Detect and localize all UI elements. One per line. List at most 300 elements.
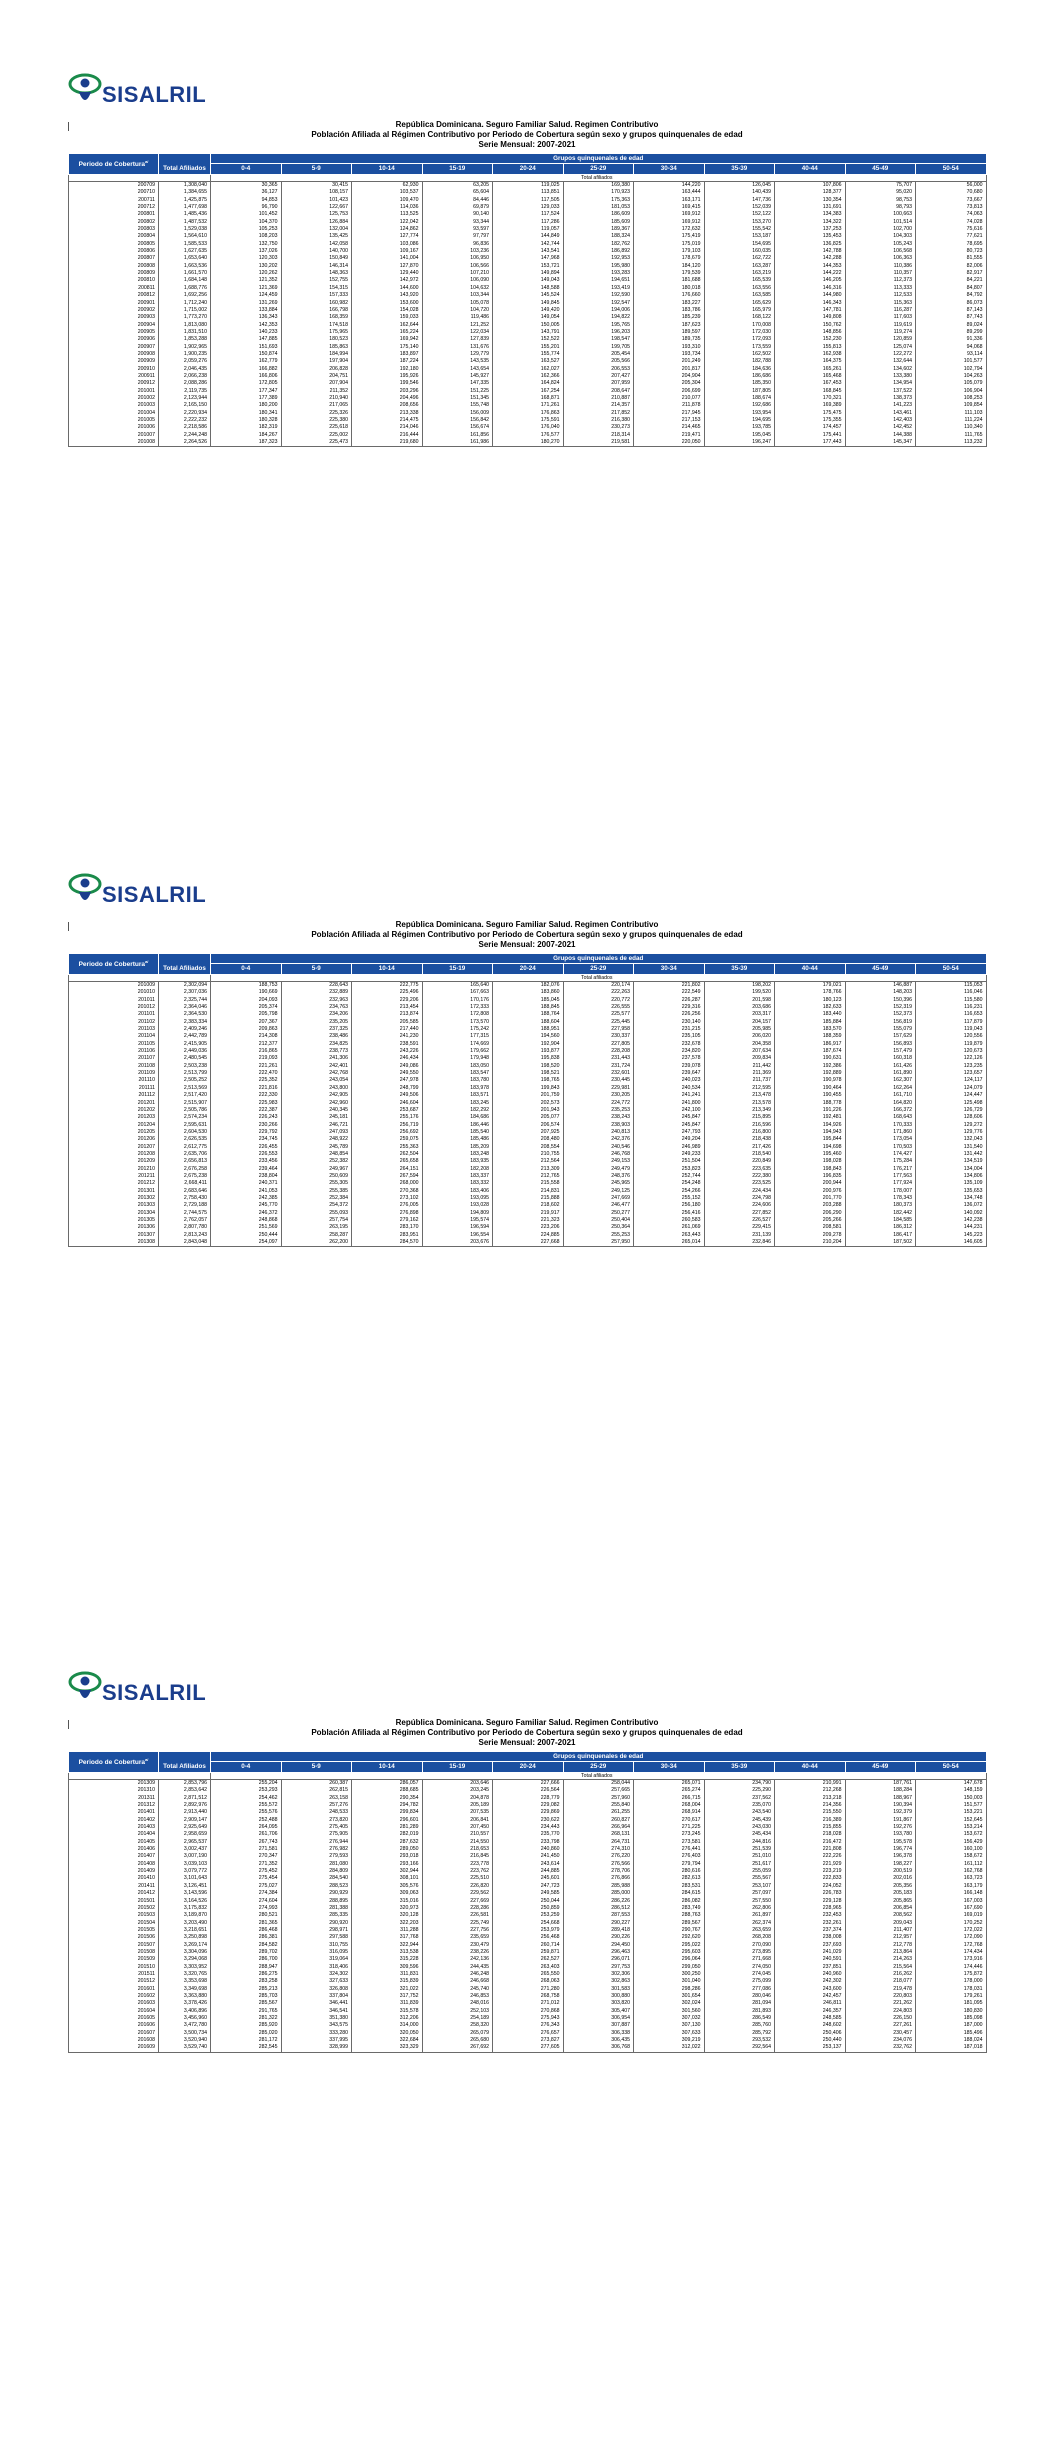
- value-cell: 242,960: [281, 1100, 352, 1107]
- value-cell: 222,470: [211, 1070, 282, 1077]
- value-cell: 263,443: [634, 1232, 705, 1239]
- period-cell: 201409: [69, 1868, 159, 1875]
- age-column-header: 30-34: [634, 1762, 705, 1773]
- value-cell: 245,181: [281, 1114, 352, 1121]
- table-row: [69, 270, 987, 277]
- value-cell: 214,046: [352, 424, 423, 431]
- value-cell: 180,328: [211, 417, 282, 424]
- value-cell: 206,553: [563, 366, 634, 373]
- value-cell: 200,976: [775, 1188, 846, 1195]
- value-cell: 274,384: [211, 1890, 282, 1897]
- value-cell: 137,026: [211, 248, 282, 255]
- value-cell: 219,917: [493, 1210, 564, 1217]
- total-cell: 2,965,537: [159, 1839, 211, 1846]
- value-cell: 261,069: [634, 1224, 705, 1231]
- value-cell: 144,220: [634, 182, 705, 190]
- total-cell: 1,585,533: [159, 241, 211, 248]
- total-cell: 3,529,740: [159, 2044, 211, 2052]
- value-cell: 222,387: [211, 1107, 282, 1114]
- value-cell: 289,050: [352, 1846, 423, 1853]
- value-cell: 185,486: [422, 1136, 493, 1143]
- value-cell: 183,786: [634, 307, 705, 314]
- value-cell: 218,602: [493, 1202, 564, 1209]
- value-cell: 202,016: [845, 1875, 916, 1882]
- value-cell: 303,820: [563, 2000, 634, 2007]
- sisalril-logo: [68, 70, 228, 114]
- value-cell: 244,435: [422, 1964, 493, 1971]
- value-cell: 282,019: [352, 1831, 423, 1838]
- value-cell: 216,444: [352, 432, 423, 439]
- value-cell: 246,477: [563, 1202, 634, 1209]
- value-cell: 183,332: [422, 1180, 493, 1187]
- value-cell: 219,680: [352, 439, 423, 447]
- table-row: [69, 373, 987, 380]
- value-cell: 249,086: [352, 1063, 423, 1070]
- value-cell: 245,740: [422, 1986, 493, 1993]
- value-cell: 143,791: [493, 329, 564, 336]
- value-cell: 260,387: [281, 1780, 352, 1788]
- value-cell: 246,989: [634, 1144, 705, 1151]
- value-cell: 150,849: [281, 255, 352, 262]
- value-cell: 188,967: [845, 1795, 916, 1802]
- value-cell: 167,003: [916, 1898, 987, 1905]
- value-cell: 241,306: [281, 1055, 352, 1062]
- value-cell: 156,429: [916, 1839, 987, 1846]
- value-cell: 137,253: [775, 226, 846, 233]
- value-cell: 94,068: [916, 344, 987, 351]
- period-cell: 201506: [69, 1934, 159, 1941]
- value-cell: 229,128: [775, 1898, 846, 1905]
- value-cell: 234,820: [634, 1048, 705, 1055]
- value-cell: 241,241: [634, 1092, 705, 1099]
- value-cell: 307,032: [634, 2015, 705, 2022]
- value-cell: 199,705: [563, 344, 634, 351]
- value-cell: 119,486: [422, 314, 493, 321]
- value-cell: 301,583: [563, 1986, 634, 1993]
- value-cell: 138,373: [845, 395, 916, 402]
- value-cell: 193,283: [563, 270, 634, 277]
- total-cell: 2,123,944: [159, 395, 211, 402]
- value-cell: 172,333: [422, 1004, 493, 1011]
- value-cell: 253,293: [211, 1787, 282, 1794]
- logo-text: SISALRIL: [102, 1680, 207, 1705]
- value-cell: 240,371: [211, 1180, 282, 1187]
- value-cell: 232,601: [563, 1070, 634, 1077]
- value-cell: 285,567: [211, 2000, 282, 2007]
- value-cell: 106,566: [422, 263, 493, 270]
- value-cell: 164,820: [845, 1100, 916, 1107]
- value-cell: 112,373: [845, 277, 916, 284]
- value-cell: 150,003: [916, 1795, 987, 1802]
- value-cell: 193,954: [704, 410, 775, 417]
- value-cell: 96,790: [211, 204, 282, 211]
- value-cell: 151,693: [211, 344, 282, 351]
- value-cell: 105,253: [211, 226, 282, 233]
- value-cell: 217,426: [704, 1144, 775, 1151]
- value-cell: 192,386: [775, 1063, 846, 1070]
- value-cell: 183,780: [422, 1077, 493, 1084]
- period-cell: 201311: [69, 1795, 159, 1802]
- age-column-header: 40-44: [775, 964, 846, 975]
- period-cell: 201211: [69, 1173, 159, 1180]
- value-cell: 116,287: [845, 307, 916, 314]
- value-cell: 224,772: [563, 1100, 634, 1107]
- value-cell: 173,054: [845, 1136, 916, 1143]
- period-cell: 200804: [69, 233, 159, 240]
- value-cell: 111,103: [916, 410, 987, 417]
- affiliates-table: [68, 1751, 987, 2053]
- value-cell: 266,964: [563, 1824, 634, 1831]
- value-cell: 245,601: [493, 1875, 564, 1882]
- value-cell: 188,604: [493, 1019, 564, 1026]
- table-row: [69, 1195, 987, 1202]
- value-cell: 188,284: [845, 1787, 916, 1794]
- value-cell: 119,025: [493, 182, 564, 190]
- value-cell: 204,878: [422, 1795, 493, 1802]
- period-cell: 201601: [69, 1986, 159, 1993]
- value-cell: 185,609: [563, 219, 634, 226]
- value-cell: 263,659: [704, 1927, 775, 1934]
- value-cell: 227,852: [704, 1210, 775, 1217]
- value-cell: 265,274: [634, 1787, 705, 1794]
- period-header: Periodo de Cobertura$^{a/}$: [69, 154, 159, 175]
- value-cell: 281,080: [281, 1861, 352, 1868]
- period-cell: 201411: [69, 1883, 159, 1890]
- value-cell: 307,633: [634, 2030, 705, 2037]
- value-cell: 238,243: [563, 1114, 634, 1121]
- value-cell: 248,868: [211, 1217, 282, 1224]
- value-cell: 297,753: [563, 1964, 634, 1971]
- value-cell: 207,450: [422, 1824, 493, 1831]
- period-cell: 200910: [69, 366, 159, 373]
- value-cell: 242,401: [281, 1063, 352, 1070]
- value-cell: 144,980: [775, 292, 846, 299]
- value-cell: 259,075: [352, 1136, 423, 1143]
- value-cell: 244,816: [704, 1839, 775, 1846]
- value-cell: 175,441: [775, 432, 846, 439]
- value-cell: 205,566: [563, 358, 634, 365]
- total-cell: 1,485,436: [159, 211, 211, 218]
- value-cell: 185,045: [493, 997, 564, 1004]
- table-row: [69, 1202, 987, 1209]
- value-cell: 176,040: [493, 424, 564, 431]
- value-cell: 285,703: [211, 1993, 282, 2000]
- table-row: [69, 1173, 987, 1180]
- value-cell: 148,363: [281, 270, 352, 277]
- value-cell: 250,364: [563, 1224, 634, 1231]
- period-cell: 200709: [69, 182, 159, 190]
- value-cell: 233,456: [211, 1158, 282, 1165]
- total-cell: 3,175,832: [159, 1905, 211, 1912]
- period-cell: 201002: [69, 395, 159, 402]
- value-cell: 293,018: [352, 1853, 423, 1860]
- table-row: [69, 1144, 987, 1151]
- age-column-header: 40-44: [775, 1762, 846, 1773]
- table-row: [69, 285, 987, 292]
- value-cell: 249,204: [634, 1136, 705, 1143]
- value-cell: 65,604: [422, 189, 493, 196]
- value-cell: 129,779: [422, 351, 493, 358]
- value-cell: 221,808: [775, 1846, 846, 1853]
- period-cell: 200808: [69, 263, 159, 270]
- table-row: [69, 351, 987, 358]
- period-cell: 201503: [69, 1912, 159, 1919]
- value-cell: 219,093: [211, 1055, 282, 1062]
- value-cell: 275,405: [281, 1824, 352, 1831]
- value-cell: 188,951: [493, 1026, 564, 1033]
- table-row: [69, 1100, 987, 1107]
- value-cell: 229,206: [352, 997, 423, 1004]
- period-cell: 201108: [69, 1063, 159, 1070]
- value-cell: 320,973: [352, 1905, 423, 1912]
- sisalril-logo: [68, 870, 228, 914]
- value-cell: 247,669: [563, 1195, 634, 1202]
- value-cell: 160,100: [916, 1846, 987, 1853]
- value-cell: 104,632: [422, 285, 493, 292]
- value-cell: 184,636: [704, 366, 775, 373]
- value-cell: 82,006: [916, 263, 987, 270]
- value-cell: 179,948: [422, 1055, 493, 1062]
- value-cell: 276,343: [493, 2022, 564, 2029]
- table-row: [69, 1875, 987, 1882]
- total-cell: 2,088,286: [159, 380, 211, 387]
- value-cell: 221,929: [775, 1861, 846, 1868]
- value-cell: 295,603: [634, 1949, 705, 1956]
- value-cell: 189,367: [563, 226, 634, 233]
- table-row: [69, 1011, 987, 1018]
- value-cell: 226,555: [563, 1004, 634, 1011]
- table-row: [69, 1956, 987, 1963]
- table-row: [69, 197, 987, 204]
- value-cell: 285,920: [211, 2022, 282, 2029]
- table-row: [69, 1831, 987, 1838]
- value-cell: 187,761: [845, 1780, 916, 1788]
- value-cell: 142,403: [845, 417, 916, 424]
- value-cell: 192,276: [845, 1824, 916, 1831]
- total-cell: 2,683,646: [159, 1188, 211, 1195]
- value-cell: 151,225: [422, 388, 493, 395]
- table-row: [69, 1912, 987, 1919]
- total-cell: 1,813,080: [159, 322, 211, 329]
- value-cell: 286,468: [211, 1927, 282, 1934]
- value-cell: 279,593: [281, 1853, 352, 1860]
- period-cell: 200909: [69, 358, 159, 365]
- value-cell: 185,496: [916, 2030, 987, 2037]
- value-cell: 261,706: [211, 1831, 282, 1838]
- value-cell: 134,383: [775, 211, 846, 218]
- total-cell: 2,059,276: [159, 358, 211, 365]
- value-cell: 179,539: [634, 270, 705, 277]
- period-cell: 200802: [69, 219, 159, 226]
- value-cell: 170,176: [422, 997, 493, 1004]
- age-column-header: 15-19: [422, 1762, 493, 1773]
- total-cell: 3,101,643: [159, 1875, 211, 1882]
- value-cell: 149,420: [493, 307, 564, 314]
- value-cell: 281,094: [704, 2000, 775, 2007]
- value-cell: 241,450: [493, 1853, 564, 1860]
- value-cell: 294,450: [563, 1942, 634, 1949]
- value-cell: 187,674: [775, 1048, 846, 1055]
- value-cell: 296,071: [563, 1956, 634, 1963]
- value-cell: 232,762: [845, 2044, 916, 2052]
- value-cell: 226,455: [211, 1144, 282, 1151]
- table-row: [69, 1839, 987, 1846]
- total-cell: 3,363,880: [159, 1993, 211, 2000]
- value-cell: 117,879: [916, 1019, 987, 1026]
- value-cell: 136,825: [775, 241, 846, 248]
- value-cell: 106,950: [422, 255, 493, 262]
- value-cell: 148,856: [775, 329, 846, 336]
- value-cell: 234,745: [211, 1136, 282, 1143]
- value-cell: 207,925: [493, 1129, 564, 1136]
- value-cell: 267,594: [352, 1173, 423, 1180]
- value-cell: 288,895: [281, 1898, 352, 1905]
- value-cell: 280,046: [704, 1993, 775, 2000]
- value-cell: 235,770: [493, 1831, 564, 1838]
- value-cell: 149,054: [493, 314, 564, 321]
- value-cell: 162,366: [493, 373, 564, 380]
- value-cell: 188,778: [775, 1100, 846, 1107]
- value-cell: 182,633: [775, 1004, 846, 1011]
- table-row: [69, 1824, 987, 1831]
- table-row: [69, 300, 987, 307]
- table-row: [69, 1048, 987, 1055]
- value-cell: 194,695: [704, 417, 775, 424]
- value-cell: 215,855: [775, 1824, 846, 1831]
- value-cell: 159,033: [352, 314, 423, 321]
- period-cell: 201405: [69, 1839, 159, 1846]
- table-row: [69, 1861, 987, 1868]
- value-cell: 206,020: [704, 1033, 775, 1040]
- value-cell: 311,288: [352, 1927, 423, 1934]
- value-cell: 161,890: [845, 1070, 916, 1077]
- value-cell: 145,223: [916, 1232, 987, 1239]
- value-cell: 89,299: [916, 329, 987, 336]
- table-row: [69, 322, 987, 329]
- value-cell: 187,623: [634, 322, 705, 329]
- value-cell: 117,286: [493, 219, 564, 226]
- value-cell: 255,253: [563, 1232, 634, 1239]
- total-cell: 1,773,270: [159, 314, 211, 321]
- value-cell: 213,578: [704, 1100, 775, 1107]
- period-cell: 201605: [69, 2015, 159, 2022]
- value-cell: 302,944: [352, 1868, 423, 1875]
- total-cell: 3,218,651: [159, 1927, 211, 1934]
- value-cell: 168,359: [281, 314, 352, 321]
- value-cell: 168,122: [704, 314, 775, 321]
- value-cell: 124,447: [916, 1092, 987, 1099]
- value-cell: 176,577: [493, 432, 564, 439]
- value-cell: 150,762: [775, 322, 846, 329]
- value-cell: 194,651: [563, 277, 634, 284]
- value-cell: 165,468: [775, 373, 846, 380]
- value-cell: 245,789: [281, 1144, 352, 1151]
- value-cell: 198,227: [845, 1861, 916, 1868]
- value-cell: 199,520: [704, 989, 775, 996]
- value-cell: 255,176: [352, 1114, 423, 1121]
- value-cell: 203,646: [422, 1780, 493, 1788]
- value-cell: 302,306: [563, 1971, 634, 1978]
- value-cell: 212,595: [704, 1085, 775, 1092]
- value-cell: 315,839: [352, 1978, 423, 1985]
- value-cell: 62,930: [352, 182, 423, 190]
- value-cell: 127,870: [352, 263, 423, 270]
- value-cell: 279,162: [352, 1217, 423, 1224]
- value-cell: 162,264: [845, 1085, 916, 1092]
- value-cell: 238,804: [211, 1173, 282, 1180]
- total-cell: 2,626,535: [159, 1136, 211, 1143]
- value-cell: 250,609: [281, 1173, 352, 1180]
- period-cell: 200907: [69, 344, 159, 351]
- period-cell: 200712: [69, 204, 159, 211]
- value-cell: 103,236: [422, 248, 493, 255]
- table-row: [69, 263, 987, 270]
- value-cell: 199,546: [352, 380, 423, 387]
- value-cell: 203,686: [704, 1004, 775, 1011]
- value-cell: 243,030: [704, 1824, 775, 1831]
- age-column-header: 5-9: [281, 1762, 352, 1773]
- value-cell: 148,159: [916, 1787, 987, 1794]
- value-cell: 290,354: [352, 1795, 423, 1802]
- value-cell: 210,557: [422, 1831, 493, 1838]
- value-cell: 242,302: [775, 1978, 846, 1985]
- value-cell: 103,344: [422, 292, 493, 299]
- value-cell: 313,538: [352, 1949, 423, 1956]
- value-cell: 215,895: [704, 1114, 775, 1121]
- value-cell: 253,259: [493, 1912, 564, 1919]
- value-cell: 220,174: [563, 982, 634, 990]
- value-cell: 210,940: [281, 395, 352, 402]
- sisalril-emblem-icon: [68, 1668, 102, 1708]
- value-cell: 89,024: [916, 322, 987, 329]
- age-column-header: 35-39: [704, 164, 775, 175]
- period-cell: 200805: [69, 241, 159, 248]
- value-cell: 219,471: [634, 432, 705, 439]
- value-cell: 249,585: [493, 1890, 564, 1897]
- table-row: [69, 1787, 987, 1794]
- value-cell: 183,406: [422, 1188, 493, 1195]
- value-cell: 30,365: [211, 182, 282, 190]
- value-cell: 273,827: [493, 2037, 564, 2044]
- value-cell: 263,158: [281, 1795, 352, 1802]
- value-cell: 253,107: [704, 1883, 775, 1890]
- value-cell: 252,382: [281, 1158, 352, 1165]
- table-row: [69, 417, 987, 424]
- value-cell: 229,562: [422, 1890, 493, 1897]
- value-cell: 256,719: [352, 1122, 423, 1129]
- value-cell: 146,314: [281, 263, 352, 270]
- value-cell: 126,729: [916, 1107, 987, 1114]
- value-cell: 242,768: [281, 1070, 352, 1077]
- value-cell: 309,596: [352, 1964, 423, 1971]
- value-cell: 271,668: [704, 1956, 775, 1963]
- value-cell: 196,554: [422, 1232, 493, 1239]
- period-cell: 201205: [69, 1129, 159, 1136]
- value-cell: 248,533: [281, 1809, 352, 1816]
- value-cell: 165,629: [704, 300, 775, 307]
- value-cell: 211,407: [845, 1927, 916, 1934]
- value-cell: 276,005: [352, 1202, 423, 1209]
- period-header: Periodo de Cobertura$^{a/}$: [69, 954, 159, 975]
- period-cell: 200908: [69, 351, 159, 358]
- period-cell: 201510: [69, 1964, 159, 1971]
- value-cell: 195,574: [422, 1217, 493, 1224]
- value-cell: 232,678: [634, 1041, 705, 1048]
- period-cell: 201406: [69, 1846, 159, 1853]
- value-cell: 167,663: [422, 989, 493, 996]
- value-cell: 301,040: [634, 1978, 705, 1985]
- value-cell: 115,580: [916, 997, 987, 1004]
